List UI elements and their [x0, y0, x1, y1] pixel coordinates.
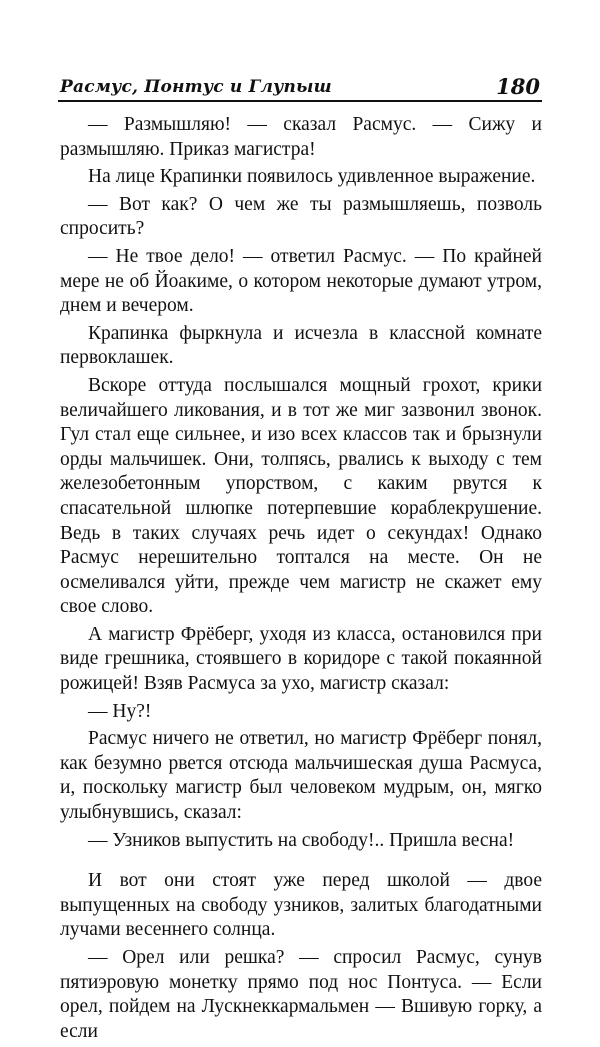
- paragraph: — Ну?!: [88, 700, 152, 722]
- paragraph: — Вот как? О чем же ты размышляешь, позволь спросить?: [60, 193, 542, 240]
- book-title: Расмус, Понтус и Глупыш: [60, 77, 332, 97]
- paragraph: На лице Крапинки появилось удивленное выражение.: [88, 166, 536, 188]
- running-header: [58, 70, 542, 102]
- page-number: 180: [496, 74, 540, 99]
- paragraph: И вот они стоят уже перед школой — двое выпущенных на свободу узников, залитых благодатными лучами весеннего солнца.: [60, 870, 542, 941]
- paragraph: — Размышляю! — сказал Расмус. — Сижу и размышляю. Приказ магистра!: [60, 114, 542, 160]
- body-text: [60, 113, 542, 1047]
- paragraph: Крапинка фыркнула и исчезла в классной комнате первоклашек.: [60, 322, 542, 369]
- paragraph: — Не твое дело! — ответил Расмус. — По крайней мере не об Йоакиме, о котором некоторые думают утром, днем и вечером.: [60, 245, 542, 317]
- paragraph: А магистр Фрёберг, уходя из класса, остановился при виде грешника, стоявшего в коридоре с такой покаянной рожицей! Взяв Расмуса за ухо, магистр сказал:: [60, 623, 542, 695]
- paragraph: — Узников выпустить на свободу!.. Пришла весна!: [88, 829, 515, 851]
- paragraph: Вскоре оттуда послышался мощный грохот, крики величайшего ликования, и в тот же миг зазвонил звонок. Гул стал еще сильнее, и изо всех классов так и брызнули орды мальчишек. Они, толпясь, рвались к выходу с тем железобетонным упорством, с каким рвутся к спасательной шлюпке потерпевшие кораблекрушение. Ведь в таких случаях речь идет о секундах! Однако Расмус нерешительно топтался на месте. Он не осмеливался уйти, прежде чем магистр не скажет ему свое слово.: [60, 374, 542, 618]
- paragraph: — Орел или решка? — спросил Расмус, сунув пятиэровую монетку прямо под нос Понтуса. — Если орел, пойдем на Лускнеккармальмен — Вшивую горку, а если: [60, 947, 542, 1042]
- paragraph: Расмус ничего не ответил, но магистр Фрёберг понял, как безумно рвется отсюда мальчишеская душа Расмуса, и, поскольку магистр был человеком мудрым, он, мягко улыбнувшись, сказал:: [60, 728, 542, 824]
